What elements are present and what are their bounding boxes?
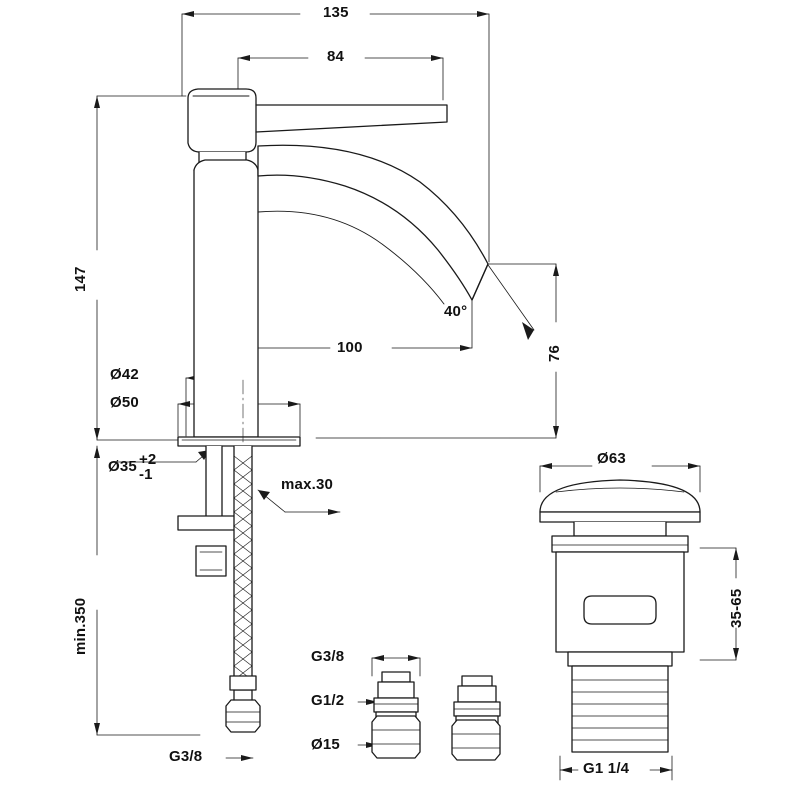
dim-label-adapter-thread-top: G3/8 (311, 648, 345, 665)
dim-label-hole-diameter (108, 452, 156, 482)
dim-label-hose-thread: G3/8 (169, 748, 203, 765)
hole-diameter-tolerance-lower: -1 (138, 466, 153, 483)
dim-label-waste-cap-diameter: Ø63 (597, 450, 626, 467)
dim-label-top-total: 135 (323, 4, 349, 21)
dim-label-waste-thread: G1 1/4 (583, 760, 630, 777)
dim-label-projection: 100 (337, 339, 363, 356)
dim-label-spout-reach-top: 84 (327, 48, 345, 65)
dim-label-body-diameter: Ø42 (110, 366, 139, 383)
dim-label-max-thickness: max.30 (281, 476, 334, 493)
dim-label-base-diameter: Ø50 (110, 394, 139, 411)
dim-label-adapter-thread-mid: G1/2 (311, 692, 345, 709)
hole-diameter-value: Ø35 (108, 457, 137, 475)
dim-label-overall-height: 147 (72, 266, 89, 292)
dim-label-spout-height: 76 (546, 344, 563, 362)
dim-label-adapter-bore: Ø15 (311, 736, 340, 753)
hole-diameter-tolerance-upper: +2 (138, 451, 157, 468)
dim-label-waste-adjust-range: 35-65 (728, 588, 745, 628)
dim-label-spout-angle: 40° (444, 303, 468, 320)
dim-label-hose-length: min.350 (72, 597, 89, 655)
